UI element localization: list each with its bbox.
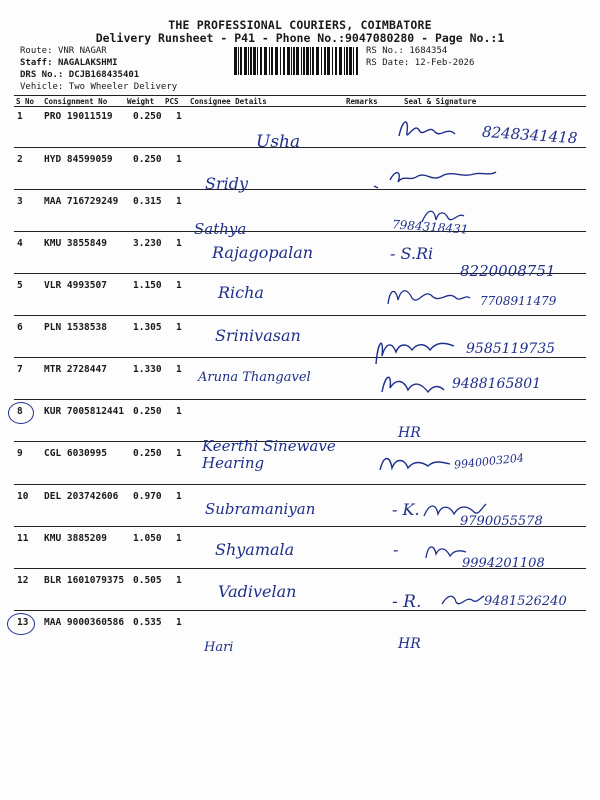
row-circle-mark	[7, 613, 35, 635]
row-sno: 1	[17, 111, 23, 122]
consignee-handwriting: Usha	[256, 132, 301, 152]
row-weight: 0.315	[133, 196, 162, 207]
row-divider	[14, 610, 586, 611]
row-pcs: 1	[176, 406, 182, 417]
barcode-bar	[301, 47, 302, 75]
barcode-bar	[253, 47, 256, 75]
col-consignment-header: Consignment No	[44, 97, 108, 106]
col-sno-header: S No	[16, 97, 35, 106]
rs-date-value: 12-Feb-2026	[414, 58, 475, 68]
row-circle-mark	[8, 402, 34, 424]
barcode-bar	[250, 47, 252, 75]
route-label: Route:	[20, 46, 53, 56]
row-sno: 9	[17, 448, 23, 459]
seal-handwriting: - R.	[392, 592, 422, 612]
vehicle-label: Vehicle:	[20, 82, 64, 92]
row-consignment: MAA 716729249	[44, 196, 119, 207]
phone-handwriting: 9790055578	[460, 514, 543, 529]
company-title: THE PROFESSIONAL COURIERS, COIMBATORE	[168, 18, 432, 32]
drs-line	[20, 70, 139, 80]
rs-no-label: RS No.:	[366, 46, 404, 56]
row-consignment: PRO 19011519	[44, 111, 113, 122]
barcode-bar	[287, 47, 290, 75]
row-weight: 1.150	[133, 280, 162, 291]
drs-value: DCJB168435401	[68, 70, 140, 80]
row-sno: 2	[17, 154, 23, 165]
row-divider	[14, 399, 586, 400]
col-weight-header: Weight	[127, 97, 155, 106]
row-sno: 8	[17, 406, 23, 417]
seal-handwriting: HR	[398, 636, 421, 652]
row-pcs: 1	[176, 280, 182, 291]
staff-line	[20, 58, 118, 68]
signature-scribble	[384, 280, 474, 310]
consignee-handwriting: Keerthi Sinewave Hearing	[202, 437, 336, 472]
consignee-handwriting: Richa	[218, 283, 264, 302]
row-pcs: 1	[176, 322, 182, 333]
row-pcs: 1	[176, 111, 182, 122]
barcode-bar	[324, 47, 326, 75]
row-weight: 0.505	[133, 575, 162, 586]
barcode-bar	[312, 47, 314, 75]
row-consignment: KUR 7005812441	[44, 406, 125, 417]
row-weight: 0.250	[133, 406, 162, 417]
barcode-bar	[234, 47, 237, 75]
rs-date-label: RS Date:	[366, 58, 410, 68]
row-pcs: 1	[176, 617, 182, 628]
col-pcs-header: PCS	[165, 97, 179, 106]
phone-handwriting: 8220008751	[460, 262, 556, 280]
barcode-bar	[275, 47, 278, 75]
row-weight: 0.970	[133, 491, 162, 502]
row-pcs: 1	[176, 575, 182, 586]
consignee-handwriting: Sathya	[194, 220, 247, 238]
row-weight: 0.250	[133, 154, 162, 165]
row-sno: 10	[17, 491, 29, 502]
row-consignment: KMU 3885209	[44, 533, 107, 544]
phone-handwriting: 9994201108	[462, 556, 545, 571]
barcode-image	[234, 47, 360, 75]
rs-no-value: 1684354	[409, 46, 448, 56]
phone-handwriting: 9488165801	[452, 376, 542, 392]
barcode-bar	[327, 47, 330, 75]
barcode-bar	[339, 47, 342, 75]
barcode-bar	[260, 47, 262, 75]
barcode-bar	[248, 47, 249, 75]
barcode-bar	[240, 47, 242, 75]
runsheet-line: Delivery Runsheet - P41 - Phone No.:9047080280 - Page No.:1	[95, 31, 505, 45]
phone-handwriting: 7708911479	[480, 294, 557, 308]
header-rule-bottom	[14, 106, 586, 107]
barcode-bar	[291, 47, 292, 75]
consignee-handwriting: Hari	[204, 640, 234, 655]
row-consignment: VLR 4993507	[44, 280, 107, 291]
phone-handwriting: 7984318431	[391, 217, 469, 237]
row-sno: 3	[17, 196, 23, 207]
signature-scribble	[395, 112, 475, 146]
barcode-bar	[316, 47, 319, 75]
signature-scribble	[420, 538, 470, 564]
barcode-bar	[346, 47, 348, 75]
signature-scribble	[420, 496, 490, 522]
signature-scribble	[376, 448, 456, 478]
row-weight: 0.250	[133, 448, 162, 459]
rs-no-line	[366, 46, 447, 56]
staff-value: NAGALAKSHMI	[57, 58, 118, 68]
row-consignment: PLN 1538538	[44, 322, 107, 333]
row-consignment: CGL 6030995	[44, 448, 107, 459]
signature-scribble	[438, 588, 488, 612]
phone-handwriting: 9940003204	[453, 451, 525, 472]
row-sno: 5	[17, 280, 23, 291]
row-consignment: DEL 203742606	[44, 491, 119, 502]
row-consignment: MTR 2728447	[44, 364, 107, 375]
consignee-handwriting: Vadivelan	[218, 582, 297, 601]
barcode-bar	[271, 47, 273, 75]
vehicle-line	[20, 82, 177, 92]
rs-date-line	[366, 58, 474, 68]
header-rule-top	[14, 95, 586, 96]
barcode-bar	[353, 47, 354, 75]
barcode-bar	[310, 47, 311, 75]
row-weight: 1.330	[133, 364, 162, 375]
row-divider	[14, 357, 586, 358]
row-sno: 7	[17, 364, 23, 375]
row-divider	[14, 189, 586, 190]
row-pcs: 1	[176, 196, 182, 207]
signature-scribble	[378, 368, 448, 398]
barcode-bar	[293, 47, 295, 75]
barcode-bar	[280, 47, 281, 75]
row-pcs: 1	[176, 154, 182, 165]
barcode-bar	[269, 47, 270, 75]
barcode-bar	[306, 47, 309, 75]
row-weight: 0.250	[133, 111, 162, 122]
signature-scribble	[370, 164, 500, 194]
barcode-bar	[244, 47, 247, 75]
row-pcs: 1	[176, 448, 182, 459]
barcode-bar	[303, 47, 305, 75]
consignee-handwriting: Shyamala	[215, 540, 295, 559]
row-weight: 1.305	[133, 322, 162, 333]
vehicle-value: Two Wheeler Delivery	[68, 82, 178, 92]
row-pcs: 1	[176, 533, 182, 544]
consignee-handwriting: Subramaniyan	[205, 500, 316, 518]
seal-handwriting: - K.	[392, 500, 420, 519]
barcode-bar	[344, 47, 345, 75]
consignee-handwriting: Aruna Thangavel	[198, 370, 311, 385]
row-pcs: 1	[176, 364, 182, 375]
phone-handwriting: 8248341418	[481, 122, 578, 148]
row-sno: 6	[17, 322, 23, 333]
phone-handwriting: 9585119735	[466, 341, 556, 357]
seal-handwriting: HR	[398, 425, 421, 441]
row-weight: 0.535	[133, 617, 162, 628]
row-consignment: HYD 84599059	[44, 154, 113, 165]
col-consignee-header: Consignee Details	[190, 97, 267, 106]
row-consignment: KMU 3855849	[44, 238, 107, 249]
route-line	[20, 46, 107, 56]
barcode-bar	[264, 47, 267, 75]
barcode-bar	[238, 47, 239, 75]
col-seal-header: Seal & Signature	[404, 97, 477, 106]
seal-handwriting: - S.Ri	[390, 244, 434, 263]
barcode-bar	[296, 47, 299, 75]
phone-handwriting: 9481526240	[484, 594, 567, 609]
barcode-bar	[283, 47, 285, 75]
row-divider	[14, 231, 586, 232]
signature-scribble	[370, 330, 460, 370]
row-sno: 11	[17, 533, 29, 544]
consignee-handwriting: Rajagopalan	[212, 243, 314, 262]
barcode-bar	[356, 47, 358, 75]
row-weight: 1.050	[133, 533, 162, 544]
drs-label: DRS No.:	[20, 70, 64, 80]
row-sno: 4	[17, 238, 23, 249]
barcode-bar	[321, 47, 322, 75]
signature-scribble	[418, 204, 468, 226]
barcode-bar	[257, 47, 258, 75]
route-value: VNR NAGAR	[57, 46, 107, 56]
consignee-handwriting: Srinivasan	[215, 326, 301, 345]
barcode-bar	[335, 47, 337, 75]
row-divider	[14, 484, 586, 485]
row-divider	[14, 315, 586, 316]
col-remarks-header: Remarks	[346, 97, 378, 106]
barcode-bar	[332, 47, 333, 75]
staff-label: Staff:	[20, 58, 53, 68]
row-sno: 13	[17, 617, 29, 628]
consignee-handwriting: Sridy	[205, 174, 249, 193]
row-pcs: 1	[176, 491, 182, 502]
row-sno: 12	[17, 575, 29, 586]
row-pcs: 1	[176, 238, 182, 249]
seal-handwriting: -	[393, 540, 399, 559]
barcode-bar	[349, 47, 352, 75]
row-weight: 3.230	[133, 238, 162, 249]
row-consignment: MAA 9000360586	[44, 617, 125, 628]
row-consignment: BLR 1601079375	[44, 575, 125, 586]
